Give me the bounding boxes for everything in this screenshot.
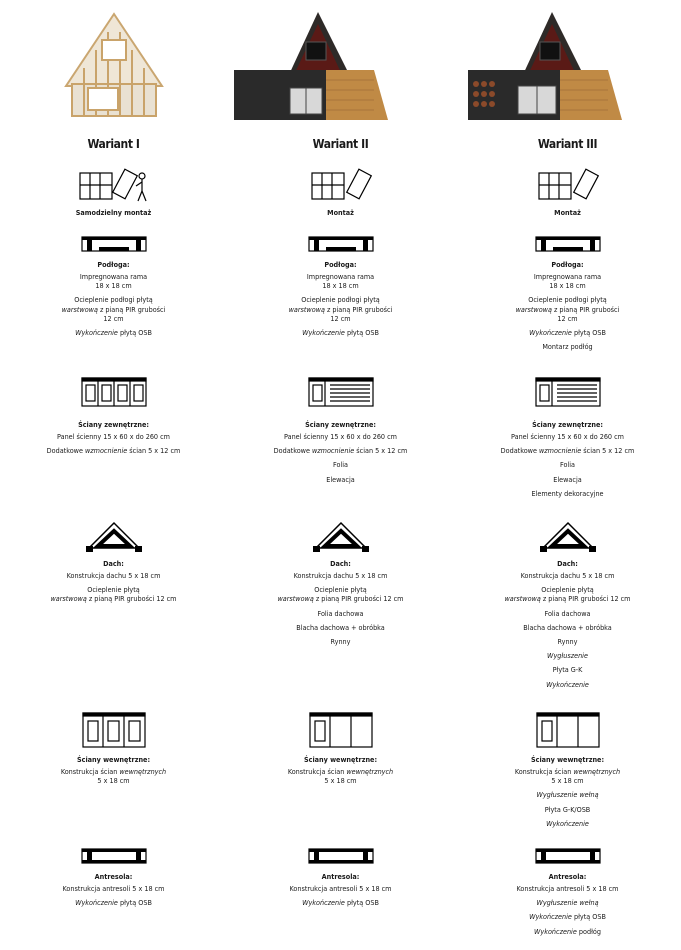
- floor-spec-list: [227, 272, 454, 342]
- spec-line: Panel ścienny 15 x 60 x do 260 cm: [284, 432, 397, 441]
- spec-line: Dodatkowe wzmocnienie ścian 5 x 12 cm: [500, 446, 635, 456]
- mezzanine-icon: [81, 848, 147, 864]
- spec-line: Wykończenie płytą OSB: [302, 898, 379, 908]
- roof-icon: [538, 520, 598, 554]
- floor-spec-list: [0, 272, 227, 342]
- spec-line: Panel ścienny 15 x 60 x do 260 cm: [57, 432, 170, 441]
- assembly-label: Samodzielny montaż: [75, 208, 152, 217]
- spec-line: Ocieplenie płytą warstwową z pianą PIR grubości 12 cm: [277, 585, 404, 604]
- spec-line: Wykończenie płytą OSB: [302, 328, 379, 338]
- spec-line: Wykończenie: [546, 679, 589, 689]
- mezzanine-title: Antresola:: [94, 872, 133, 881]
- roof-title: Dach:: [330, 559, 351, 568]
- spec-line: Ocieplenie podłogi płytą warstwową z pianą PIR grubości 12 cm: [515, 295, 620, 323]
- roof-spec-list: [454, 571, 681, 694]
- interior-walls-title: Ściany wewnętrzne:: [76, 755, 151, 764]
- house-decorated-illustration: [466, 10, 624, 122]
- spec-line: Impregnowana rama 18 x 18 cm: [533, 272, 602, 291]
- variant-heading: Wariant III: [537, 137, 598, 151]
- exterior-walls-title: Ściany zewnętrzne:: [78, 420, 149, 429]
- assembly-label: Montaż: [327, 208, 354, 217]
- exterior-walls-title: Ściany zewnętrzne:: [532, 420, 603, 429]
- spec-line: Konstrukcja antresoli 5 x 18 cm: [62, 884, 165, 893]
- spec-line: Konstrukcja dachu 5 x 18 cm: [66, 571, 161, 580]
- spec-line: Konstrukcja dachu 5 x 18 cm: [520, 571, 615, 580]
- floor-title: Podłoga:: [324, 260, 357, 269]
- floor-icon: [308, 236, 374, 252]
- roof-title: Dach:: [557, 559, 578, 568]
- spec-line: Konstrukcja ścian wewnętrznych 5 x 18 cm: [287, 767, 394, 786]
- spec-line: Wykończenie płytą OSB: [529, 328, 606, 338]
- floor-title: Podłoga:: [97, 260, 130, 269]
- interior-walls-spec-list: [0, 767, 227, 790]
- floor-icon: [81, 236, 147, 252]
- exterior-walls-spec-list: [0, 432, 227, 460]
- mezzanine-icon: [308, 848, 374, 864]
- spec-line: Wygłuszenie wełną: [536, 898, 599, 908]
- assembly-person-icon: [78, 165, 150, 203]
- spec-line: Wygłuszenie wełną: [536, 790, 599, 800]
- spec-line: Wykończenie podłóg: [534, 926, 601, 936]
- spec-line: Ocieplenie płytą warstwową z pianą PIR grubości 12 cm: [50, 585, 177, 604]
- spec-line: Ocieplenie płytą warstwową z pianą PIR grubości 12 cm: [504, 585, 631, 604]
- interior-walls-spec-list: [454, 767, 681, 833]
- variant-column-3: [454, 0, 681, 950]
- exterior-wall-icon: [535, 377, 601, 407]
- spec-line: Impregnowana rama 18 x 18 cm: [306, 272, 375, 291]
- spec-line: Konstrukcja ścian wewnętrznych 5 x 18 cm: [60, 767, 167, 786]
- variant-column-2: [227, 0, 454, 950]
- assembly-icon: [310, 165, 372, 203]
- interior-walls-title: Ściany wewnętrzne:: [530, 755, 605, 764]
- variant-column-1: [0, 0, 227, 950]
- mezzanine-spec-list: [0, 884, 227, 912]
- exterior-walls-spec-list: [454, 432, 681, 503]
- spec-line: Rynny: [557, 637, 578, 647]
- exterior-wall-icon: [308, 377, 374, 407]
- interior-wall-icon: [309, 712, 373, 748]
- spec-line: Wykończenie: [546, 818, 589, 828]
- spec-line: Dodatkowe wzmocnienie ścian 5 x 12 cm: [46, 446, 181, 456]
- roof-spec-list: [227, 571, 454, 651]
- spec-line: Płyta G-K: [552, 665, 583, 675]
- interior-wall-icon: [82, 712, 146, 748]
- interior-walls-spec-list: [227, 767, 454, 790]
- spec-line: Wykończenie płytą OSB: [75, 898, 152, 908]
- mezzanine-title: Antresola:: [321, 872, 360, 881]
- roof-icon: [84, 520, 144, 554]
- spec-line: Montarz podłóg: [542, 342, 593, 352]
- floor-spec-list: [454, 272, 681, 356]
- spec-line: Płyta G-K/OSB: [544, 804, 591, 814]
- interior-walls-title: Ściany wewnętrzne:: [303, 755, 378, 764]
- spec-line: Konstrukcja dachu 5 x 18 cm: [293, 571, 388, 580]
- spec-line: Impregnowana rama 18 x 18 cm: [79, 272, 148, 291]
- interior-wall-icon: [536, 712, 600, 748]
- spec-line: Blacha dachowa + obróbka: [523, 622, 612, 632]
- mezzanine-spec-list: [227, 884, 454, 912]
- spec-line: Elementy dekoracyjne: [531, 488, 604, 498]
- floor-title: Podłoga:: [551, 260, 584, 269]
- spec-line: Wykończenie płytą OSB: [75, 328, 152, 338]
- floor-icon: [535, 236, 601, 252]
- house-frame-illustration: [64, 10, 164, 118]
- spec-line: Folia dachowa: [317, 608, 364, 618]
- exterior-wall-icon: [81, 377, 147, 407]
- spec-line: Elewacja: [553, 474, 582, 484]
- spec-line: Panel ścienny 15 x 60 x do 260 cm: [511, 432, 624, 441]
- spec-line: Dodatkowe wzmocnienie ścian 5 x 12 cm: [273, 446, 408, 456]
- spec-line: Ocieplenie podłogi płytą warstwową z pianą PIR grubości 12 cm: [61, 295, 166, 323]
- assembly-label: Montaż: [554, 208, 581, 217]
- spec-line: Konstrukcja antresoli 5 x 18 cm: [289, 884, 392, 893]
- variant-heading: Wariant II: [312, 137, 369, 151]
- spec-line: Blacha dachowa + obróbka: [296, 622, 385, 632]
- spec-line: Folia: [560, 460, 575, 470]
- spec-line: Rynny: [330, 637, 351, 647]
- spec-line: Wygłuszenie: [547, 651, 588, 661]
- assembly-icon: [537, 165, 599, 203]
- spec-line: Folia dachowa: [544, 608, 591, 618]
- roof-icon: [311, 520, 371, 554]
- spec-line: Konstrukcja ścian wewnętrznych 5 x 18 cm: [514, 767, 621, 786]
- variant-heading: Wariant I: [87, 137, 140, 151]
- mezzanine-spec-list: [454, 884, 681, 941]
- exterior-walls-spec-list: [227, 432, 454, 489]
- spec-line: Folia: [333, 460, 348, 470]
- spec-line: Konstrukcja antresoli 5 x 18 cm: [516, 884, 619, 893]
- roof-spec-list: [0, 571, 227, 609]
- roof-title: Dach:: [103, 559, 124, 568]
- house-dark-illustration: [232, 10, 390, 122]
- spec-line: Elewacja: [326, 474, 355, 484]
- mezzanine-icon: [535, 848, 601, 864]
- spec-line: Ocieplenie podłogi płytą warstwową z pianą PIR grubości 12 cm: [288, 295, 393, 323]
- exterior-walls-title: Ściany zewnętrzne:: [305, 420, 376, 429]
- spec-line: Wykończenie płytą OSB: [529, 912, 606, 922]
- mezzanine-title: Antresola:: [548, 872, 587, 881]
